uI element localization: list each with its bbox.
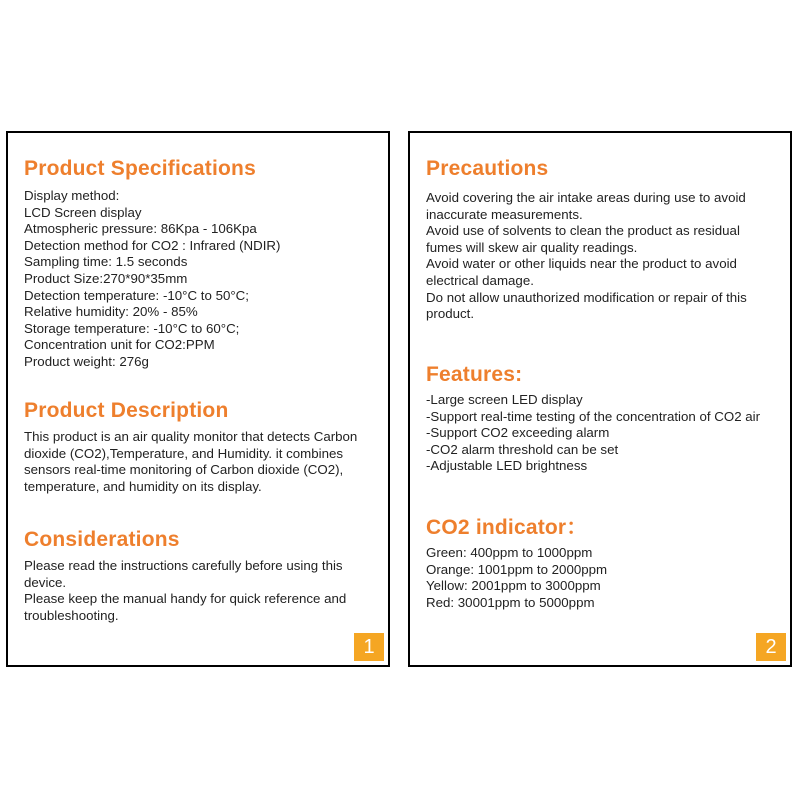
features-list	[426, 392, 760, 475]
text-line: Avoid water or other liquids near the product to avoid	[426, 256, 737, 272]
page-number-badge: 1	[354, 633, 384, 661]
text-line: -Support real-time testing of the concentration of CO2 air	[426, 408, 761, 424]
text-line: Please keep the manual handy for quick reference and	[24, 591, 347, 607]
co2-indicator-heading: CO2 indicator：	[426, 516, 588, 539]
precautions-heading: Precautions	[426, 157, 549, 180]
considerations-text	[24, 558, 346, 624]
text-line: dioxide (CO2),Temperature, and Humidity. it combines	[24, 445, 344, 461]
text-line: troubleshooting.	[24, 607, 119, 623]
text-line: Please read the instructions carefully before using this	[24, 558, 343, 573]
text-line: temperature, and humidity on its display.	[24, 478, 262, 494]
text-line: Avoid covering the air intake areas during use to avoid	[426, 190, 746, 205]
co2-indicator-list	[426, 545, 607, 611]
text-line: Orange: 1001ppm to 2000ppm	[426, 561, 608, 577]
text-line: Do not allow unauthorized modification or repair of this	[426, 289, 747, 305]
text-line: sensors real-time monitoring of Carbon dioxide (CO2),	[24, 462, 344, 478]
text-line: Detection method for CO2 : Infrared (NDIR)	[24, 237, 281, 253]
text-line: Sampling time: 1.5 seconds	[24, 254, 188, 270]
description-text	[24, 429, 357, 495]
specifications-heading: Product Specifications	[24, 157, 256, 180]
text-line: Concentration unit for CO2:PPM	[24, 337, 215, 353]
text-line: product.	[426, 306, 475, 322]
text-line: LCD Screen display	[24, 204, 142, 220]
considerations-heading: Considerations	[24, 528, 180, 551]
text-line: Storage temperature: -10°C to 60°C;	[24, 320, 240, 336]
text-line: -CO2 alarm threshold can be set	[426, 441, 619, 457]
precautions-text	[426, 190, 747, 323]
text-line: electrical damage.	[426, 272, 534, 288]
text-line: Green: 400ppm to 1000ppm	[426, 545, 593, 560]
text-line: -Large screen LED display	[426, 392, 583, 407]
text-line: Product Size:270*90*35mm	[24, 270, 188, 286]
text-line: Avoid use of solvents to clean the product as residual	[426, 223, 740, 239]
text-line: This product is an air quality monitor that detects Carbon	[24, 429, 358, 444]
specifications-list	[24, 188, 280, 371]
text-line: -Adjustable LED brightness	[426, 458, 588, 474]
text-line: -Support CO2 exceeding alarm	[426, 425, 610, 441]
manual-page-2	[408, 131, 792, 667]
text-line: inaccurate measurements.	[426, 206, 583, 222]
text-line: Yellow: 2001ppm to 3000ppm	[426, 578, 601, 594]
text-line: Atmospheric pressure: 86Kpa - 106Kpa	[24, 221, 257, 237]
text-line: Display method:	[24, 188, 120, 203]
features-heading: Features:	[426, 363, 523, 386]
text-line: device.	[24, 574, 67, 590]
description-heading: Product Description	[24, 399, 229, 422]
text-line: Red: 30001ppm to 5000ppm	[426, 594, 595, 610]
page-number-badge: 2	[756, 633, 786, 661]
text-line: Product weight: 276g	[24, 353, 149, 369]
text-line: Detection temperature: -10°C to 50°C;	[24, 287, 249, 303]
text-line: Relative humidity: 20% - 85%	[24, 304, 198, 320]
text-line: fumes will skew air quality readings.	[426, 239, 638, 255]
manual-page-1	[6, 131, 390, 667]
